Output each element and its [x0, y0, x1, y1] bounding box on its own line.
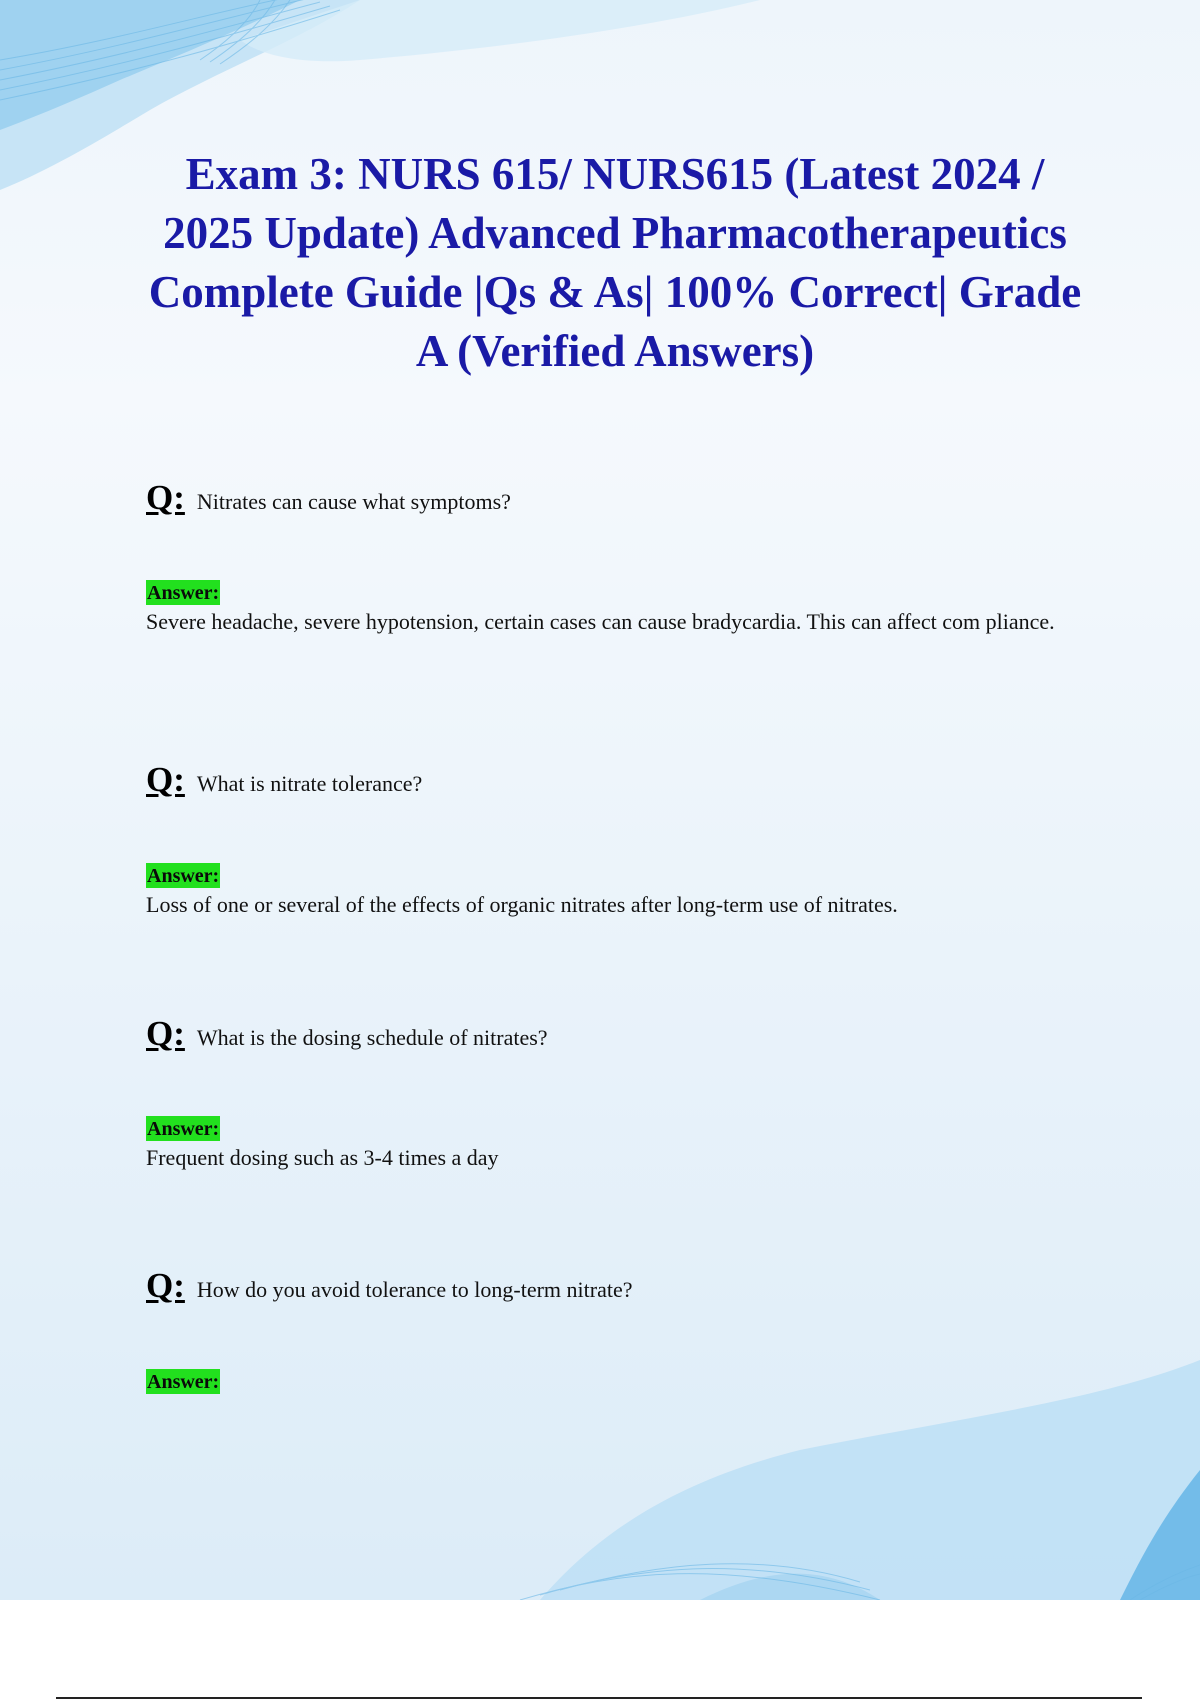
- qa-item-3: [146, 1014, 1096, 1054]
- question-label: Q:: [146, 1266, 185, 1305]
- document-title: Exam 3: NURS 615/ NURS615 (Latest 2024 / 2025 Update) Advanced Pharmacotherapeutics Complete Guide |Qs & As| 100% Correct| Grade A (Verified Answers): [148, 149, 1082, 376]
- question-row: [146, 478, 1096, 518]
- question-row: [146, 1014, 1096, 1054]
- answer-label: Answer:: [147, 582, 220, 604]
- footer-divider: [56, 1697, 1142, 1699]
- answer-block-1: [146, 580, 1096, 637]
- question-text: What is the dosing schedule of nitrates?: [196, 1025, 548, 1050]
- question-row: [146, 760, 1096, 800]
- qa-item-1: [146, 478, 1096, 518]
- answer-block-4: [146, 1369, 1096, 1396]
- answer-label: Answer:: [147, 1371, 220, 1393]
- answer-label: Answer:: [147, 865, 220, 887]
- question-text: How do you avoid tolerance to long-term nitrate?: [196, 1277, 633, 1302]
- question-label: Q:: [146, 1014, 185, 1053]
- question-label: Q:: [146, 478, 185, 517]
- answer-label: Answer:: [147, 1118, 220, 1140]
- answer-block-3: [146, 1116, 1096, 1173]
- answer-text: Severe headache, severe hypotension, certain cases can cause bradycardia. This can affect com pliance.: [146, 609, 1055, 634]
- answer-text: Loss of one or several of the effects of organic nitrates after long-term use of nitrates.: [146, 892, 898, 917]
- qa-item-4: [146, 1266, 1096, 1306]
- question-text: Nitrates can cause what symptoms?: [196, 489, 511, 514]
- question-row: [146, 1266, 1096, 1306]
- qa-item-2: [146, 760, 1096, 800]
- question-label: Q:: [146, 760, 185, 799]
- question-text: What is nitrate tolerance?: [196, 771, 423, 796]
- answer-text: Frequent dosing such as 3-4 times a day: [146, 1145, 499, 1170]
- answer-block-2: [146, 863, 1096, 920]
